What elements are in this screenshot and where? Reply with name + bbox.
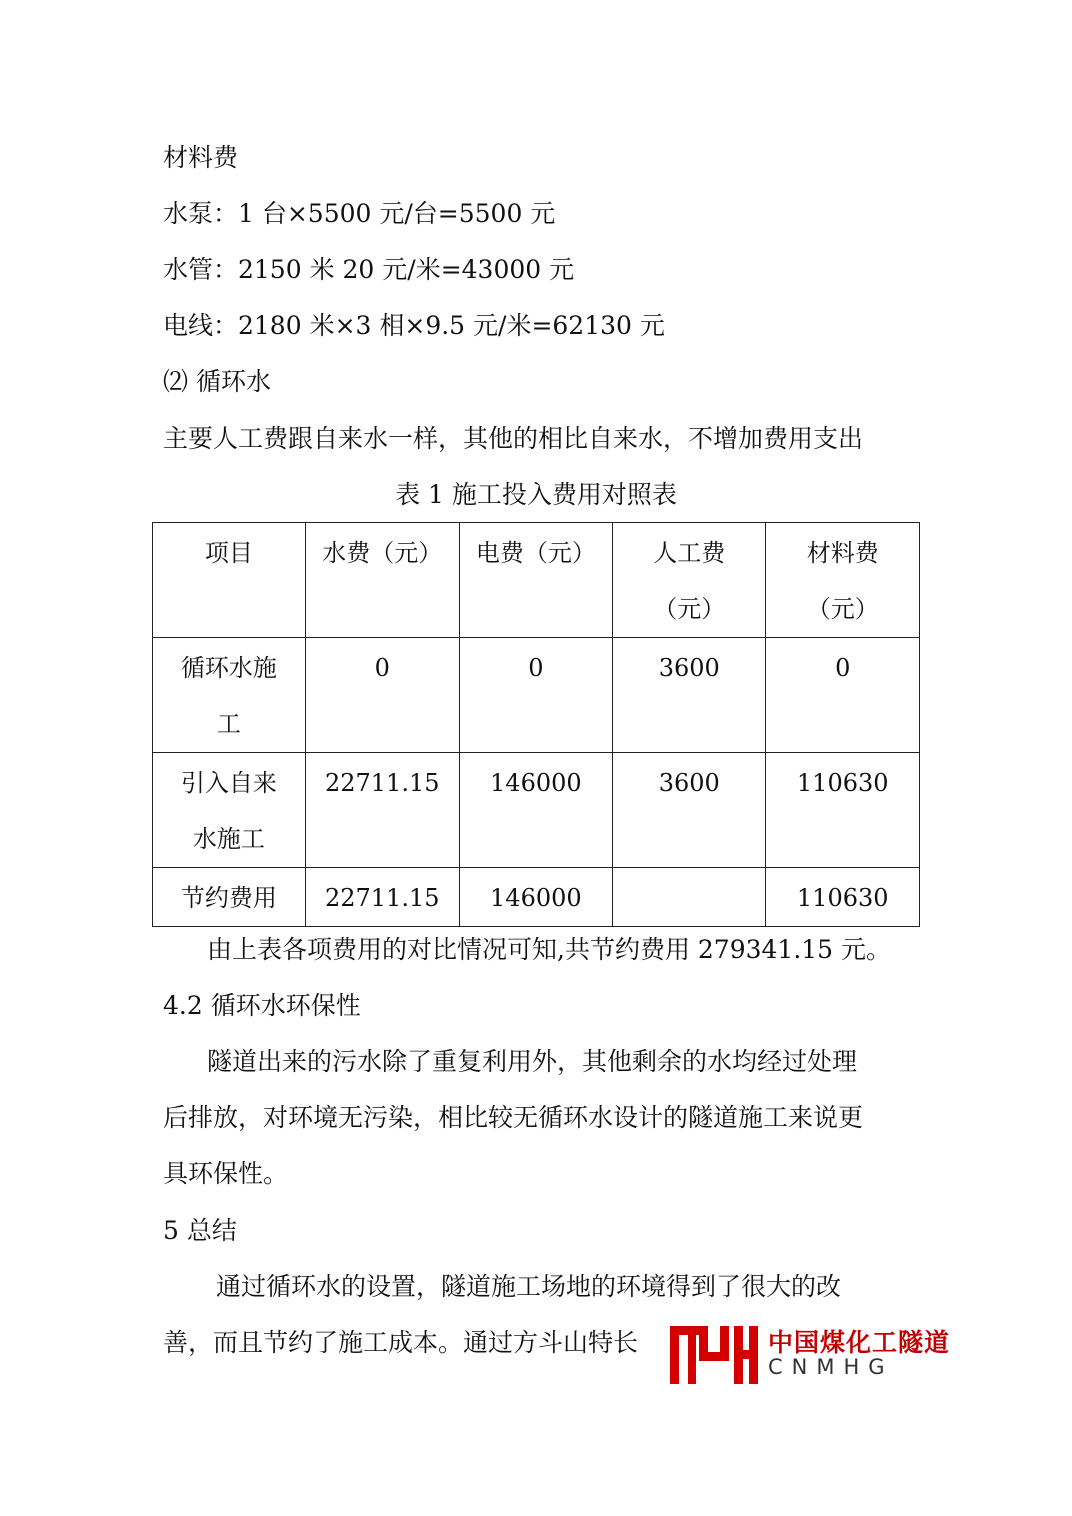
- paragraph-line: 后排放，对环境无污染，相比较无循环水设计的隧道施工来说更: [163, 1103, 864, 1132]
- wire-cost-line: 电线：2180 米×3 相×9.5 元/米=62130 元: [163, 311, 665, 340]
- logo-chinese-text: 中国煤化工隧道: [768, 1328, 951, 1357]
- labor-cost-cell: [613, 868, 766, 927]
- cost-comparison-table: [152, 522, 920, 927]
- circulating-water-description: 主要人工费跟自来水一样，其他的相比自来水，不增加费用支出: [163, 424, 864, 453]
- labor-cost-cell: 3600: [613, 638, 766, 753]
- header-cell-electricity: 电费（元）: [459, 523, 613, 638]
- section-5-heading: 5 总结: [163, 1216, 237, 1245]
- material-cost-cell: 110630: [766, 868, 920, 927]
- material-cost-cell: 0: [766, 638, 920, 753]
- circulating-water-heading: ⑵ 循环水: [163, 367, 271, 396]
- row-label: 节约费用: [153, 868, 306, 927]
- table-row: [153, 868, 920, 927]
- water-cost-cell: 0: [305, 638, 459, 753]
- electricity-cost-cell: 146000: [459, 868, 613, 927]
- table-row: [153, 638, 920, 753]
- table-header-row: [153, 523, 920, 638]
- water-cost-cell: 22711.15: [305, 868, 459, 927]
- row-label: 循环水施 工: [153, 638, 306, 753]
- pipe-cost-line: 水管：2150 米 20 元/米=43000 元: [163, 255, 575, 284]
- table-row: [153, 753, 920, 868]
- material-cost-cell: 110630: [766, 753, 920, 868]
- row-label: 引入自来 水施工: [153, 753, 306, 868]
- savings-summary: 由上表各项费用的对比情况可知,共节约费用 279341.15 元。: [207, 935, 892, 964]
- labor-cost-cell: 3600: [613, 753, 766, 868]
- table-caption: 表 1 施工投入费用对照表: [395, 480, 677, 509]
- electricity-cost-cell: 0: [459, 638, 613, 753]
- electricity-cost-cell: 146000: [459, 753, 613, 868]
- header-cell-material: 材料费 （元）: [766, 523, 920, 638]
- header-cell-item: 项目: [153, 523, 306, 638]
- pump-cost-line: 水泵：1 台×5500 元/台=5500 元: [163, 199, 556, 228]
- material-cost-heading: 材料费: [163, 143, 239, 172]
- paragraph-line: 隧道出来的污水除了重复利用外，其他剩余的水均经过处理: [207, 1047, 858, 1076]
- section-4-2-heading: 4.2 循环水环保性: [163, 991, 361, 1020]
- logo-english-text: CNMHG: [768, 1355, 894, 1379]
- paragraph-line: 具环保性。: [163, 1159, 289, 1188]
- header-cell-water: 水费（元）: [305, 523, 459, 638]
- paragraph-line: 善，而且节约了施工成本。通过方斗山特长: [163, 1328, 639, 1357]
- water-cost-cell: 22711.15: [305, 753, 459, 868]
- header-cell-labor: 人工费 （元）: [613, 523, 766, 638]
- paragraph-line: 通过循环水的设置，隧道施工场地的环境得到了很大的改: [216, 1272, 842, 1301]
